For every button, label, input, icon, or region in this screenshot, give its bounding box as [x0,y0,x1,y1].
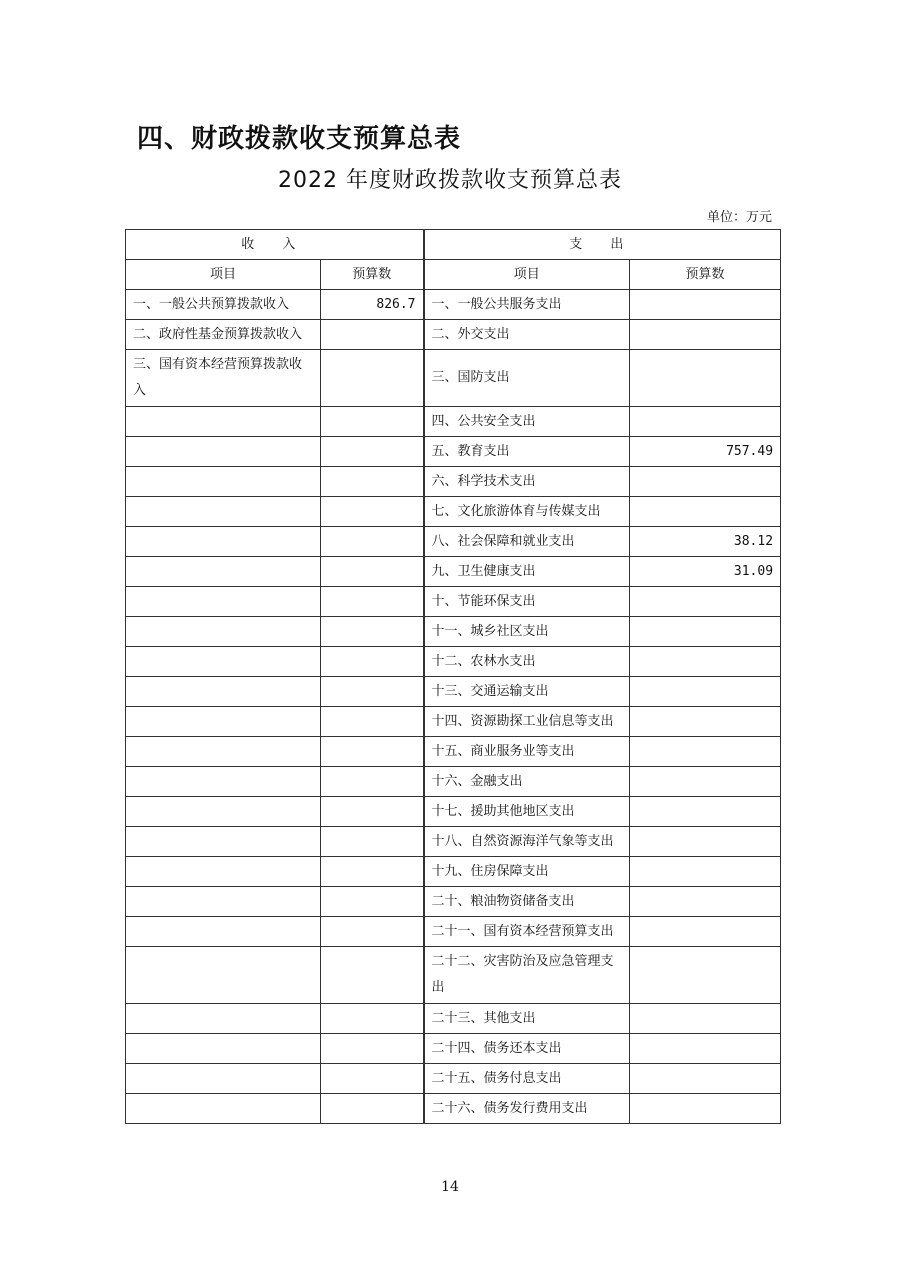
expense-item-cell: 十七、援助其他地区支出 [424,797,630,827]
income-item-cell [126,407,321,437]
income-item-cell [126,767,321,797]
table-title: 2022 年度财政拨款收支预算总表 [278,168,622,193]
income-item-cell [126,557,321,587]
budget-table [125,229,781,1124]
expense-value-cell [630,737,781,767]
table-row [126,350,781,407]
income-value-cell [321,407,424,437]
income-item-header: 项目 [126,260,321,290]
income-value-cell [321,857,424,887]
income-item-cell [126,917,321,947]
income-value-cell [321,647,424,677]
table-row [126,947,781,1004]
income-item-cell [126,1034,321,1064]
income-value-cell [321,797,424,827]
expense-value-cell [630,1034,781,1064]
income-value-cell [321,527,424,557]
expense-item-cell: 二十四、债务还本支出 [424,1034,630,1064]
income-item-cell [126,617,321,647]
income-item-cell: 二、政府性基金预算拨款收入 [126,320,321,350]
table-row [126,917,781,947]
expense-item-cell: 二十六、债务发行费用支出 [424,1094,630,1124]
income-item-cell [126,857,321,887]
income-item-cell: 一、一般公共预算拨款收入 [126,290,321,320]
income-value-cell [321,467,424,497]
expense-item-cell: 二、外交支出 [424,320,630,350]
expense-item-cell: 五、教育支出 [424,437,630,467]
expense-budget-header: 预算数 [630,260,781,290]
expense-item-cell: 二十五、债务付息支出 [424,1064,630,1094]
expense-item-cell: 十四、资源勘探工业信息等支出 [424,707,630,737]
income-value-cell [321,1064,424,1094]
expense-item-cell: 十九、住房保障支出 [424,857,630,887]
expense-value-cell [630,350,781,407]
income-value-cell [321,437,424,467]
income-item-cell [126,527,321,557]
income-value-cell [321,350,424,407]
income-value-cell [321,320,424,350]
expense-value-cell [630,1064,781,1094]
income-value-cell [321,767,424,797]
expense-item-cell: 十五、商业服务业等支出 [424,737,630,767]
income-item-cell [126,947,321,1004]
income-value-cell [321,737,424,767]
expense-item-cell: 三、国防支出 [424,350,630,407]
expense-item-cell: 十二、农林水支出 [424,647,630,677]
expense-item-cell: 十六、金融支出 [424,767,630,797]
income-item-cell [126,797,321,827]
table-row [126,767,781,797]
table-row [126,587,781,617]
expense-item-cell: 二十二、灾害防治及应急管理支出 [424,947,630,1004]
expense-value-cell: 757.49 [630,437,781,467]
table-row [126,437,781,467]
expense-value-cell [630,1094,781,1124]
income-item-cell [126,707,321,737]
income-value-cell [321,617,424,647]
income-item-cell [126,737,321,767]
expense-item-cell: 十三、交通运输支出 [424,677,630,707]
expense-value-cell [630,647,781,677]
expense-value-cell [630,887,781,917]
income-item-cell [126,677,321,707]
expense-item-cell: 一、一般公共服务支出 [424,290,630,320]
section-title: 四、财政拨款收支预算总表 [137,124,462,154]
column-header-row [126,260,781,290]
income-item-cell [126,437,321,467]
table-row [126,1004,781,1034]
expense-value-cell [630,827,781,857]
expense-item-cell: 二十三、其他支出 [424,1004,630,1034]
income-value-cell [321,677,424,707]
table-row [126,407,781,437]
income-value-cell [321,587,424,617]
income-value-cell [321,827,424,857]
table-row [126,1094,781,1124]
expense-item-cell: 八、社会保障和就业支出 [424,527,630,557]
table-row [126,527,781,557]
table-row [126,647,781,677]
table-row [126,1064,781,1094]
expense-value-cell [630,917,781,947]
income-value-cell: 826.7 [321,290,424,320]
expense-value-cell [630,407,781,437]
table-row [126,797,781,827]
expense-item-cell: 七、文化旅游体育与传媒支出 [424,497,630,527]
expense-value-cell [630,707,781,737]
table-header-row [126,230,781,260]
income-item-cell [126,827,321,857]
expense-value-cell [630,290,781,320]
income-value-cell [321,1094,424,1124]
table-row [126,887,781,917]
income-value-cell [321,497,424,527]
expense-value-cell [630,587,781,617]
table-row [126,707,781,737]
expense-value-cell [630,467,781,497]
expense-value-cell [630,617,781,647]
income-value-cell [321,707,424,737]
income-value-cell [321,947,424,1004]
expense-header: 支 出 [424,230,781,260]
table-row [126,677,781,707]
table-row [126,827,781,857]
expense-value-cell [630,1004,781,1034]
income-item-cell [126,647,321,677]
expense-value-cell [630,320,781,350]
table-row [126,617,781,647]
expense-item-cell: 二十、粮油物资储备支出 [424,887,630,917]
expense-item-cell: 二十一、国有资本经营预算支出 [424,917,630,947]
expense-value-cell: 31.09 [630,557,781,587]
expense-item-cell: 十、节能环保支出 [424,587,630,617]
income-item-cell [126,587,321,617]
income-item-cell [126,497,321,527]
expense-item-cell: 四、公共安全支出 [424,407,630,437]
income-item-cell: 三、国有资本经营预算拨款收入 [126,350,321,407]
expense-value-cell [630,797,781,827]
income-item-cell [126,467,321,497]
expense-item-cell: 六、科学技术支出 [424,467,630,497]
page-number: 14 [441,1179,459,1195]
table-row [126,497,781,527]
table-row [126,557,781,587]
income-header: 收 入 [126,230,424,260]
expense-item-cell: 十一、城乡社区支出 [424,617,630,647]
table-row [126,467,781,497]
expense-value-cell [630,767,781,797]
expense-value-cell: 38.12 [630,527,781,557]
income-value-cell [321,557,424,587]
income-budget-header: 预算数 [321,260,424,290]
income-value-cell [321,1004,424,1034]
expense-value-cell [630,497,781,527]
income-item-cell [126,1094,321,1124]
unit-label: 单位：万元 [706,210,772,225]
expense-item-header: 项目 [424,260,630,290]
expense-item-cell: 十八、自然资源海洋气象等支出 [424,827,630,857]
table-row [126,290,781,320]
income-item-cell [126,887,321,917]
income-item-cell [126,1004,321,1034]
table-row [126,857,781,887]
income-value-cell [321,887,424,917]
expense-item-cell: 九、卫生健康支出 [424,557,630,587]
income-value-cell [321,1034,424,1064]
table-row [126,1034,781,1064]
expense-value-cell [630,857,781,887]
income-value-cell [321,917,424,947]
income-item-cell [126,1064,321,1094]
table-row [126,320,781,350]
expense-value-cell [630,677,781,707]
table-row [126,737,781,767]
expense-value-cell [630,947,781,1004]
